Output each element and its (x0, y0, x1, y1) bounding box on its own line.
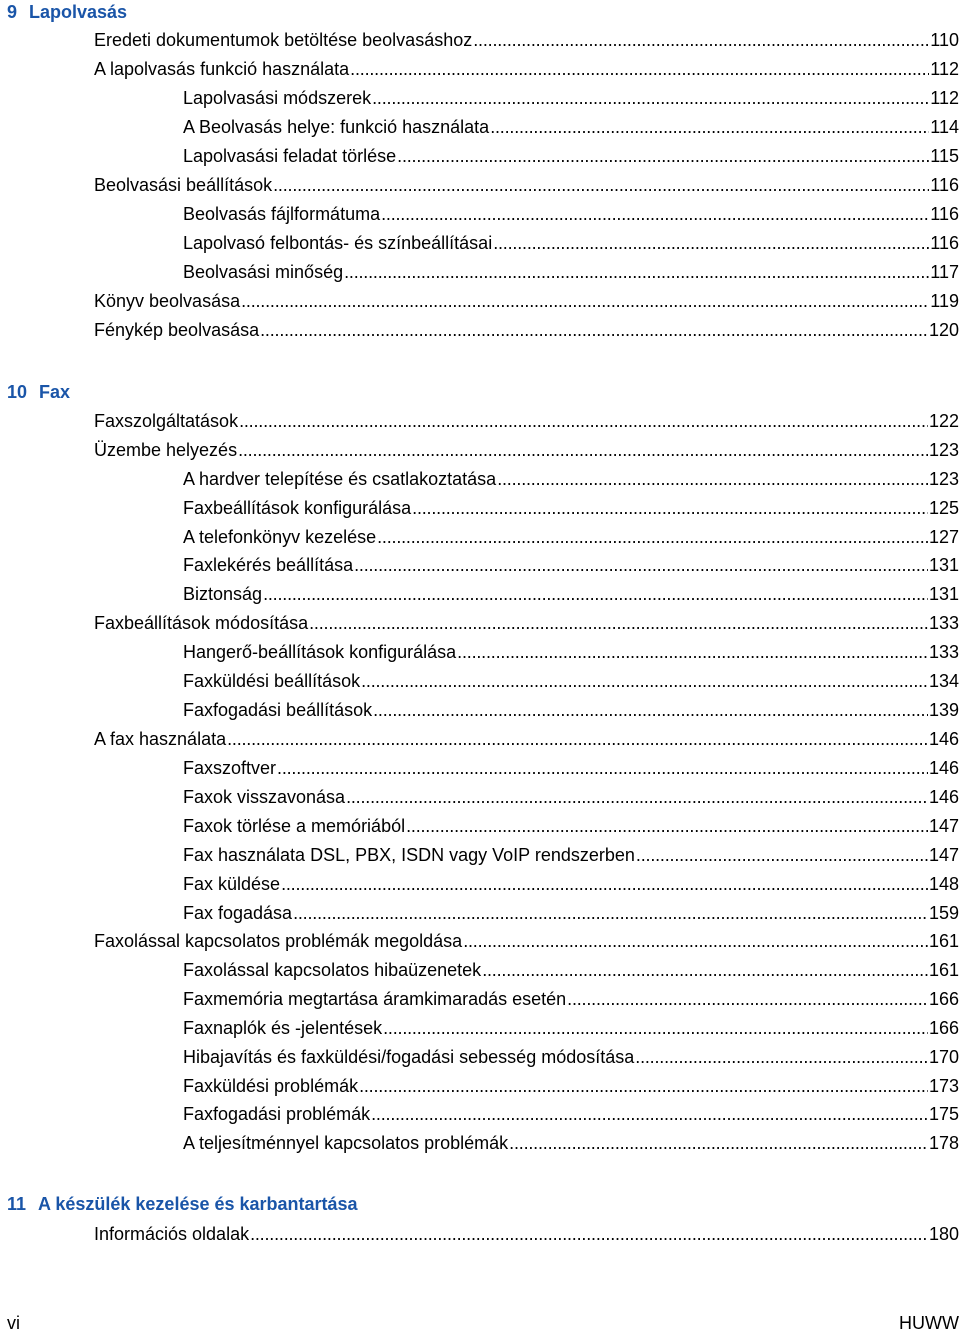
toc-leader-dots (260, 318, 928, 342)
toc-leader-dots (263, 582, 928, 606)
toc-leader-dots (277, 756, 928, 780)
chapter-heading-11 (7, 1192, 358, 1216)
toc-entry[interactable] (183, 260, 959, 284)
toc-entry[interactable] (183, 901, 959, 925)
toc-entry-page: 122 (928, 411, 959, 431)
toc-entry-title: Könyv beolvasása (94, 291, 241, 311)
toc-entry-title: Fax fogadása (183, 903, 293, 923)
toc-entry-title: Fax küldése (183, 874, 281, 894)
toc-entry[interactable] (183, 1131, 959, 1155)
toc-entry[interactable] (94, 929, 959, 953)
toc-leader-dots (406, 814, 928, 838)
toc-entry-page: 178 (928, 1133, 959, 1153)
toc-entry-page: 170 (928, 1047, 959, 1067)
toc-entry[interactable] (94, 318, 959, 342)
toc-leader-dots (293, 901, 928, 925)
toc-leader-dots (493, 231, 929, 255)
chapter-heading-9 (7, 0, 127, 24)
toc-entry-page: 147 (928, 816, 959, 836)
toc-entry[interactable] (183, 467, 959, 491)
toc-entry-title: Lapolvasási feladat törlése (183, 146, 397, 166)
chapter-number: 9 (7, 2, 18, 22)
toc-entry[interactable] (94, 438, 959, 462)
toc-leader-dots (373, 698, 928, 722)
toc-entry[interactable] (183, 231, 959, 255)
toc-entry-title: Faxküldési problémák (183, 1076, 359, 1096)
toc-leader-dots (309, 611, 928, 635)
toc-entry-title: Faxküldési beállítások (183, 671, 361, 691)
toc-entry-page: 175 (928, 1104, 959, 1124)
chapter-title: A készülék kezelése és karbantartása (38, 1194, 358, 1214)
toc-entry-page: 147 (928, 845, 959, 865)
toc-leader-dots (241, 289, 929, 313)
toc-leader-dots (273, 173, 929, 197)
toc-entry-title: A telefonkönyv kezelése (183, 527, 377, 547)
toc-entry-page: 110 (930, 30, 959, 50)
toc-entry[interactable] (183, 785, 959, 809)
toc-leader-dots (238, 438, 928, 462)
toc-leader-dots (359, 1074, 928, 1098)
toc-entry-title: A teljesítménnyel kapcsolatos problémák (183, 1133, 509, 1153)
toc-entry-title: A lapolvasás funkció használata (94, 59, 350, 79)
toc-entry-title: Hangerő-beállítások konfigurálása (183, 642, 457, 662)
toc-entry[interactable] (183, 987, 959, 1011)
toc-entry-page: 131 (928, 555, 959, 575)
toc-entry-page: 119 (930, 291, 959, 311)
toc-entry-title: Faxok visszavonása (183, 787, 346, 807)
toc-leader-dots (227, 727, 928, 751)
toc-entry-page: 123 (928, 440, 959, 460)
toc-entry-title: Faxszoftver (183, 758, 277, 778)
toc-leader-dots (346, 785, 928, 809)
toc-leader-dots (567, 987, 928, 1011)
toc-leader-dots (377, 525, 928, 549)
toc-entry-page: 133 (928, 642, 959, 662)
toc-entry-page: 112 (930, 59, 959, 79)
toc-leader-dots (281, 872, 928, 896)
toc-entry[interactable] (183, 1102, 959, 1126)
toc-entry[interactable] (183, 582, 959, 606)
toc-entry-title: Faxbeállítások módosítása (94, 613, 309, 633)
toc-leader-dots (350, 57, 929, 81)
footer-code: HUWW (899, 1313, 959, 1333)
toc-entry[interactable] (94, 289, 959, 313)
chapter-number: 11 (7, 1194, 27, 1214)
toc-entry[interactable] (183, 496, 959, 520)
toc-entry-page: 139 (928, 700, 959, 720)
toc-entry-page: 134 (928, 671, 959, 691)
toc-leader-dots (397, 144, 929, 168)
toc-entry-title: Lapolvasó felbontás- és színbeállításai (183, 233, 493, 253)
toc-entry-page: 115 (930, 146, 959, 166)
toc-entry-page: 146 (928, 758, 959, 778)
toc-leader-dots (463, 929, 928, 953)
toc-entry[interactable] (183, 525, 959, 549)
toc-entry-title: Faxolással kapcsolatos hibaüzenetek (183, 960, 482, 980)
chapter-heading-10 (7, 380, 70, 404)
toc-entry-page: 146 (928, 787, 959, 807)
toc-entry-title: Lapolvasási módszerek (183, 88, 372, 108)
toc-leader-dots (344, 260, 929, 284)
toc-entry-title: A Beolvasás helye: funkció használata (183, 117, 490, 137)
toc-leader-dots (381, 202, 929, 226)
toc-entry-title: Hibajavítás és faxküldési/fogadási sebesség módosítása (183, 1047, 635, 1067)
toc-leader-dots (361, 669, 928, 693)
toc-entry[interactable] (94, 1222, 959, 1246)
toc-entry-page: 166 (928, 989, 959, 1009)
toc-entry-title: A hardver telepítése és csatlakoztatása (183, 469, 497, 489)
toc-entry-page: 148 (928, 874, 959, 894)
toc-entry[interactable] (183, 144, 959, 168)
toc-entry-title: Faxnaplók és -jelentések (183, 1018, 383, 1038)
toc-leader-dots (383, 1016, 928, 1040)
toc-entry-page: 166 (928, 1018, 959, 1038)
toc-entry[interactable] (94, 173, 959, 197)
toc-entry[interactable] (183, 1074, 959, 1098)
toc-leader-dots (636, 843, 928, 867)
toc-leader-dots (239, 409, 928, 433)
toc-leader-dots (490, 115, 929, 139)
footer-page-number: vi (7, 1313, 20, 1333)
chapter-title: Lapolvasás (29, 2, 128, 22)
toc-entry-page: 123 (928, 469, 959, 489)
toc-entry-page: 116 (930, 204, 959, 224)
toc-entry[interactable] (183, 843, 959, 867)
toc-entry-title: Faxszolgáltatások (94, 411, 239, 431)
toc-entry[interactable] (94, 727, 959, 751)
toc-entry-title: Biztonság (183, 584, 263, 604)
toc-entry-page: 173 (928, 1076, 959, 1096)
toc-entry[interactable] (94, 409, 959, 433)
toc-leader-dots (635, 1045, 928, 1069)
toc-entry[interactable] (183, 202, 959, 226)
toc-entry-title: Faxbeállítások konfigurálása (183, 498, 412, 518)
toc-entry[interactable] (183, 669, 959, 693)
toc-leader-dots (509, 1131, 928, 1155)
toc-entry-page: 127 (928, 527, 959, 547)
toc-entry[interactable] (183, 1045, 959, 1069)
toc-entry-title: Faxok törlése a memóriából (183, 816, 406, 836)
toc-leader-dots (250, 1222, 928, 1246)
toc-entry-page: 133 (928, 613, 959, 633)
toc-entry-title: Üzembe helyezés (94, 440, 238, 460)
toc-leader-dots (354, 553, 928, 577)
toc-entry-title: Faxfogadási beállítások (183, 700, 373, 720)
toc-entry-page: 146 (928, 729, 959, 749)
toc-entry-page: 120 (928, 320, 959, 340)
toc-entry[interactable] (183, 872, 959, 896)
toc-entry[interactable] (183, 958, 959, 982)
toc-entry-page: 161 (928, 931, 959, 951)
toc-entry-page: 125 (928, 498, 959, 518)
toc-leader-dots (372, 86, 929, 110)
toc-entry-page: 117 (930, 262, 959, 282)
toc-leader-dots (497, 467, 928, 491)
toc-entry-page: 131 (928, 584, 959, 604)
chapter-number: 10 (7, 382, 28, 402)
toc-entry-title: Fax használata DSL, PBX, ISDN vagy VoIP rendszerben (183, 845, 635, 865)
toc-entry-title: Faxolással kapcsolatos problémák megoldása (94, 931, 463, 951)
toc-entry-title: Fénykép beolvasása (94, 320, 260, 340)
toc-entry-page: 112 (930, 88, 959, 108)
toc-entry-page: 180 (928, 1224, 959, 1244)
toc-entry[interactable] (183, 640, 959, 664)
toc-entry-page: 116 (930, 175, 959, 195)
toc-entry[interactable] (183, 698, 959, 722)
toc-entry-title: Információs oldalak (94, 1224, 250, 1244)
chapter-title: Fax (39, 382, 71, 402)
toc-leader-dots (473, 28, 929, 52)
toc-entry-title: Beolvasási minőség (183, 262, 344, 282)
toc-entry-page: 161 (928, 960, 959, 980)
toc-entry-title: Faxfogadási problémák (183, 1104, 371, 1124)
toc-entry[interactable] (183, 1016, 959, 1040)
toc-entry[interactable] (183, 115, 959, 139)
toc-entry[interactable] (183, 86, 959, 110)
toc-leader-dots (412, 496, 928, 520)
toc-entry[interactable] (94, 611, 959, 635)
toc-entry-title: Beolvasási beállítások (94, 175, 273, 195)
toc-leader-dots (457, 640, 928, 664)
toc-entry-title: Faxmemória megtartása áramkimaradás esetén (183, 989, 567, 1009)
toc-entry[interactable] (183, 756, 959, 780)
toc-entry[interactable] (94, 28, 959, 52)
toc-leader-dots (482, 958, 928, 982)
toc-entry-title: Eredeti dokumentumok betöltése beolvasáshoz (94, 30, 473, 50)
toc-entry-title: Faxlekérés beállítása (183, 555, 354, 575)
toc-entry[interactable] (183, 553, 959, 577)
toc-entry-title: A fax használata (94, 729, 227, 749)
toc-entry-page: 114 (930, 117, 959, 137)
toc-entry-page: 159 (928, 903, 959, 923)
toc-entry-page: 116 (930, 233, 959, 253)
toc-leader-dots (371, 1102, 928, 1126)
toc-entry-title: Beolvasás fájlformátuma (183, 204, 381, 224)
toc-entry[interactable] (94, 57, 959, 81)
toc-entry[interactable] (183, 814, 959, 838)
